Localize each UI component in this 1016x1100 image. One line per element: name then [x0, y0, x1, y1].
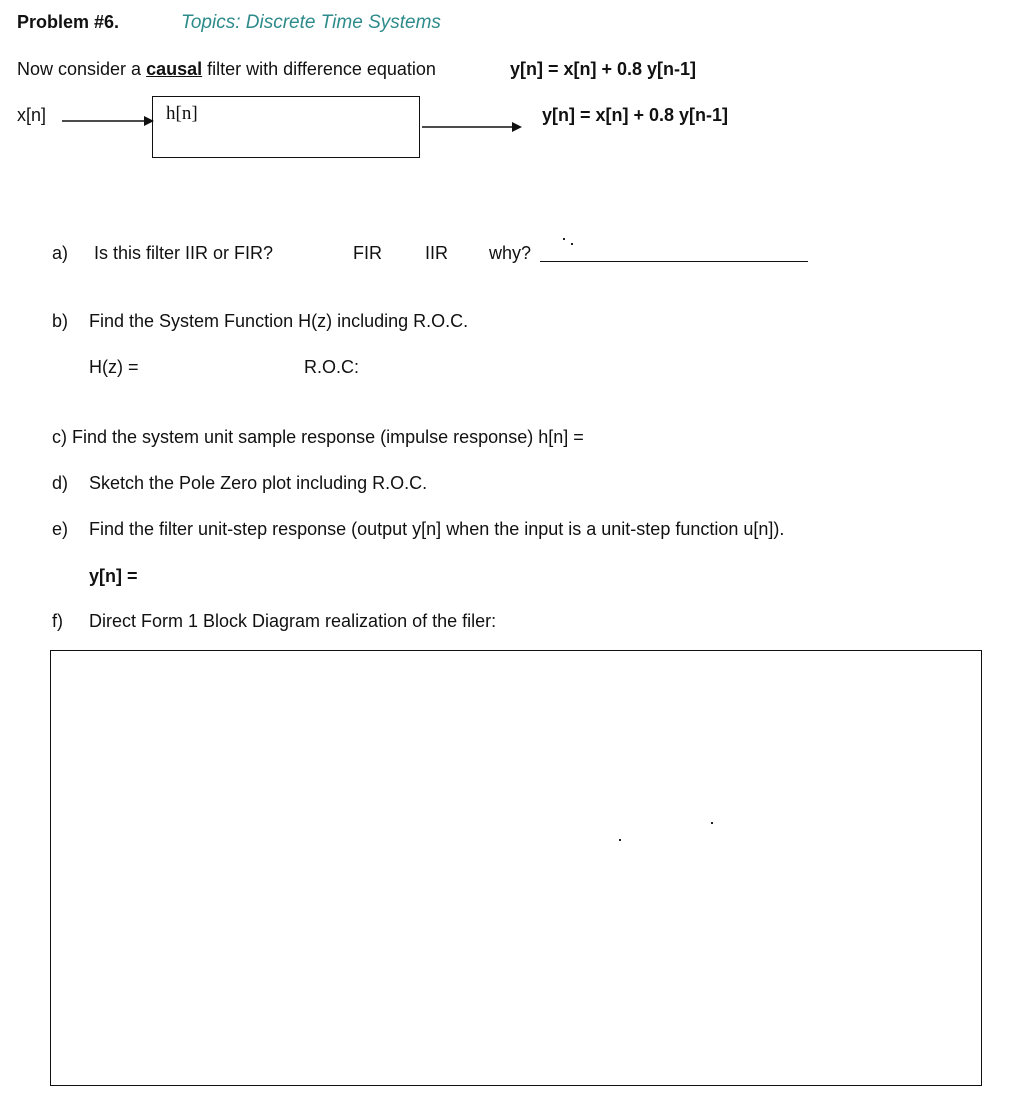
- option-iir: IIR: [425, 243, 449, 263]
- system-label: h[n]: [166, 103, 198, 124]
- intro-prefix: Now consider a: [17, 59, 142, 79]
- intro-causal: causal: [146, 59, 203, 79]
- system-block: [152, 96, 420, 158]
- input-arrow: [62, 115, 154, 127]
- stray-dot: [563, 238, 565, 240]
- difference-equation: y[n] = x[n] + 0.8 y[n-1]: [510, 59, 697, 79]
- question-c-text: c) Find the system unit sample response (impulse response) h[n] =: [52, 427, 584, 447]
- roc-label: R.O.C:: [304, 357, 360, 377]
- question-f-marker: f): [52, 611, 63, 631]
- output-signal-label: y[n] = x[n] + 0.8 y[n-1]: [542, 105, 729, 125]
- question-e-text: Find the filter unit-step response (output y[n] when the input is a unit-step function u[n]).: [89, 519, 785, 539]
- question-a-marker: a): [52, 243, 69, 263]
- question-a-text: Is this filter IIR or FIR?: [94, 243, 274, 263]
- question-b-marker: b): [52, 311, 69, 331]
- problem-label: Problem #6.: [17, 12, 120, 32]
- yn-label: y[n] =: [89, 566, 138, 586]
- stray-dot: [711, 822, 713, 824]
- question-d-text: Sketch the Pole Zero plot including R.O.C.: [89, 473, 428, 493]
- why-answer-line[interactable]: [540, 261, 808, 262]
- question-b-text: Find the System Function H(z) including R.O.C.: [89, 311, 469, 331]
- topics-label: Topics: Discrete Time Systems: [181, 12, 441, 33]
- question-f-text: Direct Form 1 Block Diagram realization of the filer:: [89, 611, 497, 631]
- intro-suffix: filter with difference equation: [207, 59, 436, 79]
- hz-label: H(z) =: [89, 357, 139, 377]
- question-d-marker: d): [52, 473, 69, 493]
- output-arrow: [422, 121, 522, 133]
- intro-line: [17, 59, 436, 80]
- question-e-marker: e): [52, 519, 69, 539]
- stray-dot: [619, 839, 621, 841]
- option-fir: FIR: [353, 243, 382, 263]
- input-signal-label: x[n]: [17, 105, 47, 125]
- block-diagram-answer-box[interactable]: [50, 650, 982, 1086]
- why-label: why?: [489, 243, 532, 263]
- stray-dot: [571, 243, 573, 245]
